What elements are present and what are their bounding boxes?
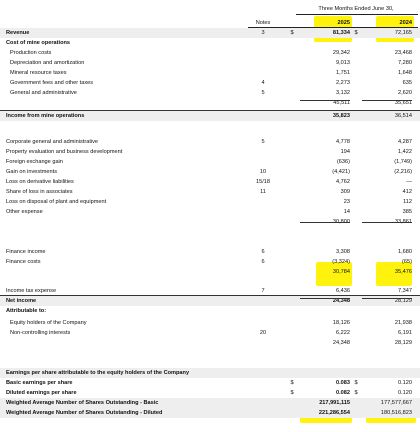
row-value-prior: 112 [403,199,412,205]
row-label: Share of loss in associates [6,189,73,195]
row-value-current: 6,436 [336,288,350,294]
row-label: General and administrative [10,90,77,96]
row-label: Attributable to: [6,308,47,314]
row-value-prior: 635 [402,80,412,86]
table-row [0,296,420,306]
row-note: 6 [261,259,265,265]
row-value-current: 30,800 [332,219,350,225]
row-value-prior: 36,514 [394,113,412,119]
row-value-prior: 0.120 [398,390,412,396]
row-label: Finance income [6,249,46,255]
notes-column-header: Notes [255,20,271,26]
row-value-current: (4,421) [332,169,350,175]
row-note: 15/18 [256,179,270,185]
row-note: 11 [260,189,266,195]
row-value-current: 2,273 [336,80,350,86]
table-row [0,38,420,48]
subtotal-rule [362,100,412,101]
subtotal-rule [300,298,350,299]
row-label: Other expense [6,209,43,215]
table-row [0,398,420,408]
period-underline [296,14,418,15]
table-row [0,48,420,58]
table-row [0,328,420,338]
row-label: Government fees and other taxes [10,80,94,86]
subtotal-rule [362,222,412,223]
row-value-prior: 412 [402,189,412,195]
table-row [0,378,420,388]
row-note: 3 [261,30,265,36]
row-value-prior: 180,516,823 [380,410,412,416]
row-currency-prior: $ [354,30,358,36]
table-row [0,368,420,378]
table-row [0,121,420,131]
row-label: Income from mine operations [6,113,85,119]
table-row [0,267,420,277]
table-row [0,147,420,157]
row-value-current: 14 [343,209,350,215]
row-value-prior: 33,861 [394,219,412,225]
row-label: Basic earnings per share [6,380,73,386]
row-value-prior: 7,280 [398,60,412,66]
table-row [0,177,420,187]
subtotal-rule [300,222,350,223]
table-row [0,227,420,237]
row-value-prior: 35,651 [394,100,412,106]
period-heading: Three Months Ended June 30, [318,6,394,12]
row-label: Equity holders of the Company [10,320,87,326]
row-value-current: 45,511 [333,100,350,106]
row-value-current: 23 [343,199,350,205]
row-note: 6 [261,249,265,255]
row-value-current: 3,308 [336,249,350,255]
row-label: Income tax expense [6,288,57,294]
table-row [0,388,420,398]
row-label: Corporate general and administrative [6,139,99,145]
row-note: 20 [259,330,267,336]
row-currency-current: $ [290,30,294,36]
row-note: 4 [261,80,265,86]
row-label: Depreciation and amortization [10,60,85,66]
row-value-prior: 21,938 [394,320,412,326]
row-label: Production costs [10,50,52,56]
row-currency-prior: $ [354,380,358,386]
row-value-current: 4,778 [336,139,350,145]
row-label: Earnings per share attributable to the equity holders of the Company [6,370,190,376]
year-current-header: 2025 [337,20,350,26]
row-value-current: 29,342 [332,50,350,56]
row-label: Weighted Average Number of Shares Outstanding - Basic [6,400,159,406]
row-value-current: 217,991,115 [319,400,350,406]
row-value-prior: 1,422 [398,149,412,155]
row-value-prior: 385 [402,209,412,215]
row-label: Loss on disposal of plant and equipment [6,199,107,205]
year-prior-header: 2024 [399,20,412,26]
row-value-current: (636) [336,159,350,165]
table-row [0,167,420,177]
row-label: Gain on investments [6,169,57,175]
row-value-prior: 2,620 [398,90,412,96]
row-value-current: (3,324) [332,259,350,265]
table-row [0,318,420,328]
row-note: 5 [261,139,265,145]
row-value-current: 309 [340,189,350,195]
row-label: Finance costs [6,259,41,265]
table-row [0,28,420,38]
row-value-prior: 1,648 [398,70,412,76]
table-row [0,197,420,207]
row-note: 7 [261,288,265,294]
table-row [0,68,420,78]
row-label: Revenue [6,30,30,36]
table-row [0,58,420,68]
row-value-prior: 6,191 [398,330,412,336]
table-row [0,137,420,147]
subtotal-rule [362,298,412,299]
row-value-prior: — [406,179,412,185]
row-currency-prior: $ [354,390,358,396]
row-label: Weighted Average Number of Shares Outstanding - Diluted [6,410,163,416]
row-value-current: 24,348 [332,340,350,346]
table-row [0,257,420,267]
row-value-prior: 28,129 [394,340,412,346]
row-value-prior: 72,165 [394,30,412,36]
row-value-prior: 177,577,667 [380,400,412,406]
table-row [0,408,420,418]
row-value-current: 0.082 [336,390,350,396]
row-value-prior: 1,680 [398,249,412,255]
row-label: Mineral resource taxes [10,70,67,76]
row-label: Net income [6,298,37,304]
table-row [0,217,420,227]
row-value-current: 24,348 [332,298,350,304]
row-value-prior: 23,468 [394,50,412,56]
row-value-current: 6,222 [336,330,350,336]
row-label: Non-controlling interests [10,330,71,336]
table-row [0,157,420,167]
table-row [0,306,420,316]
row-value-prior: (2,216) [394,169,412,175]
row-label: Loss on derivative liabilities [6,179,74,185]
table-row [0,350,420,360]
row-value-prior: (1,749) [394,159,412,165]
row-value-current: 4,762 [336,179,350,185]
row-note: 10 [259,169,267,175]
row-value-current: 30,784 [332,269,350,275]
row-divider [0,295,420,296]
table-row [0,207,420,217]
table-row [0,111,420,121]
row-value-prior: 0.120 [398,380,412,386]
row-value-prior: 7,347 [398,288,412,294]
row-label: Foreign exchange gain [6,159,63,165]
table-row [0,88,420,98]
row-value-prior: (65) [402,259,412,265]
table-row [0,78,420,88]
row-value-current: 18,126 [332,320,350,326]
row-value-prior: 35,476 [394,269,412,275]
row-value-prior: 28,129 [394,298,412,304]
row-value-current: 221,286,554 [318,410,350,416]
row-value-current: 81,334 [332,30,350,36]
row-value-current: 194 [340,149,350,155]
row-label: Cost of mine operations [6,40,71,46]
row-divider [0,110,420,111]
subtotal-rule [300,100,350,101]
row-note: 5 [261,90,265,96]
table-row [0,338,420,348]
row-label: Property evaluation and business development [6,149,123,155]
row-value-current: 1,751 [336,70,350,76]
row-value-current: 9,013 [336,60,350,66]
row-currency-current: $ [290,390,294,396]
row-currency-current: $ [290,380,294,386]
row-value-prior: 4,287 [398,139,412,145]
table-row [0,98,420,108]
table-row [0,247,420,257]
row-value-current: 35,823 [332,113,350,119]
row-label: Diluted earnings per share [6,390,77,396]
table-row [0,187,420,197]
row-value-current: 0.083 [336,380,350,386]
row-value-current: 3,132 [336,90,350,96]
